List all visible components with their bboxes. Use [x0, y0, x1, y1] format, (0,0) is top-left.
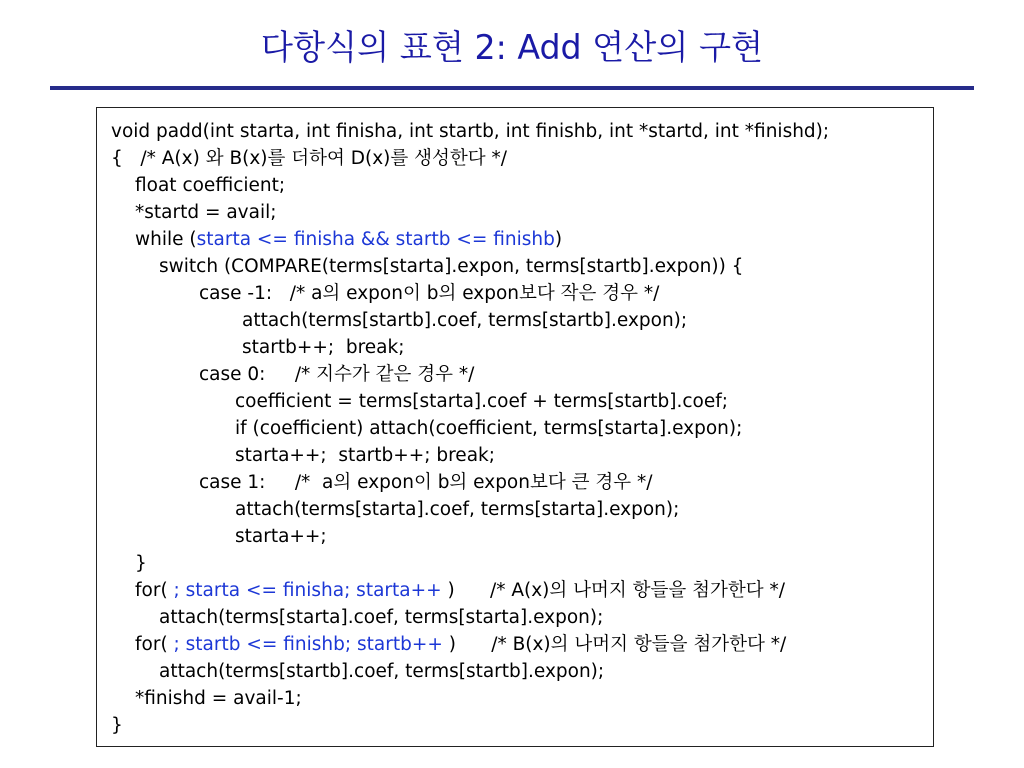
for-b-condition: ; startb <= finishb; startb++ — [173, 634, 443, 655]
slide-title: 다항식의 표현 2: Add 연산의 구현 — [260, 28, 764, 68]
while-close: ) — [554, 229, 563, 250]
code-line-attach-a: attach(terms[starta].coef, terms[starta].expon); — [235, 499, 680, 520]
code-box — [96, 107, 934, 747]
code-line-for-a — [135, 577, 785, 604]
code-line-case-1: case 1: /* a의 expon이 b의 expon보다 큰 경우 */ — [199, 472, 653, 493]
while-condition: starta <= finisha && startb <= finishb — [196, 229, 555, 250]
code-line-while — [135, 226, 562, 253]
code-line-for-b — [135, 631, 786, 658]
for-b-comment: ) /* B(x)의 나머지 항들을 첨가한다 */ — [442, 634, 787, 655]
code-line-finishd: *finishd = avail-1; — [135, 688, 302, 709]
for-a-condition: ; starta <= finisha; starta++ — [173, 580, 442, 601]
code-line-open-brace: { /* A(x) 와 B(x)를 더하여 D(x)를 생성한다 */ — [111, 148, 507, 169]
code-line-signature: void padd(int starta, int finisha, int startb, int finishb, int *startd, int *finishd); — [111, 121, 830, 142]
code-line-both-inc: starta++; startb++; break; — [235, 445, 495, 466]
code-line-coefficient-sum: coefficient = terms[starta].coef + terms[startb].coef; — [235, 391, 728, 412]
code-line-switch-close: } — [135, 553, 147, 574]
code-line-if-attach: if (coefficient) attach(coefficient, terms[starta].expon); — [235, 418, 743, 439]
for-a-keyword: for( — [135, 580, 174, 601]
while-keyword: while ( — [135, 229, 197, 250]
code-line-for-a-body: attach(terms[starta].coef, terms[starta].expon); — [159, 607, 604, 628]
code-line-switch: switch (COMPARE(terms[starta].expon, terms[startb].expon)) { — [159, 256, 744, 277]
code-line-starta-inc: starta++; — [235, 526, 327, 547]
for-a-comment: ) /* A(x)의 나머지 항들을 첨가한다 */ — [441, 580, 785, 601]
code-line-startb-inc: startb++; break; — [242, 337, 405, 358]
code-line-startd: *startd = avail; — [135, 202, 277, 223]
code-line-close-brace: } — [111, 715, 123, 736]
code-line-attach-b: attach(terms[startb].coef, terms[startb].expon); — [242, 310, 688, 331]
code-line-for-b-body: attach(terms[startb].coef, terms[startb].expon); — [159, 661, 605, 682]
code-line-case-0: case 0: /* 지수가 같은 경우 */ — [199, 364, 475, 385]
title-divider — [50, 86, 974, 90]
code-line-declare: float coefficient; — [135, 175, 286, 196]
code-line-case-minus1: case -1: /* a의 expon이 b의 expon보다 작은 경우 */ — [199, 283, 660, 304]
for-b-keyword: for( — [135, 634, 174, 655]
